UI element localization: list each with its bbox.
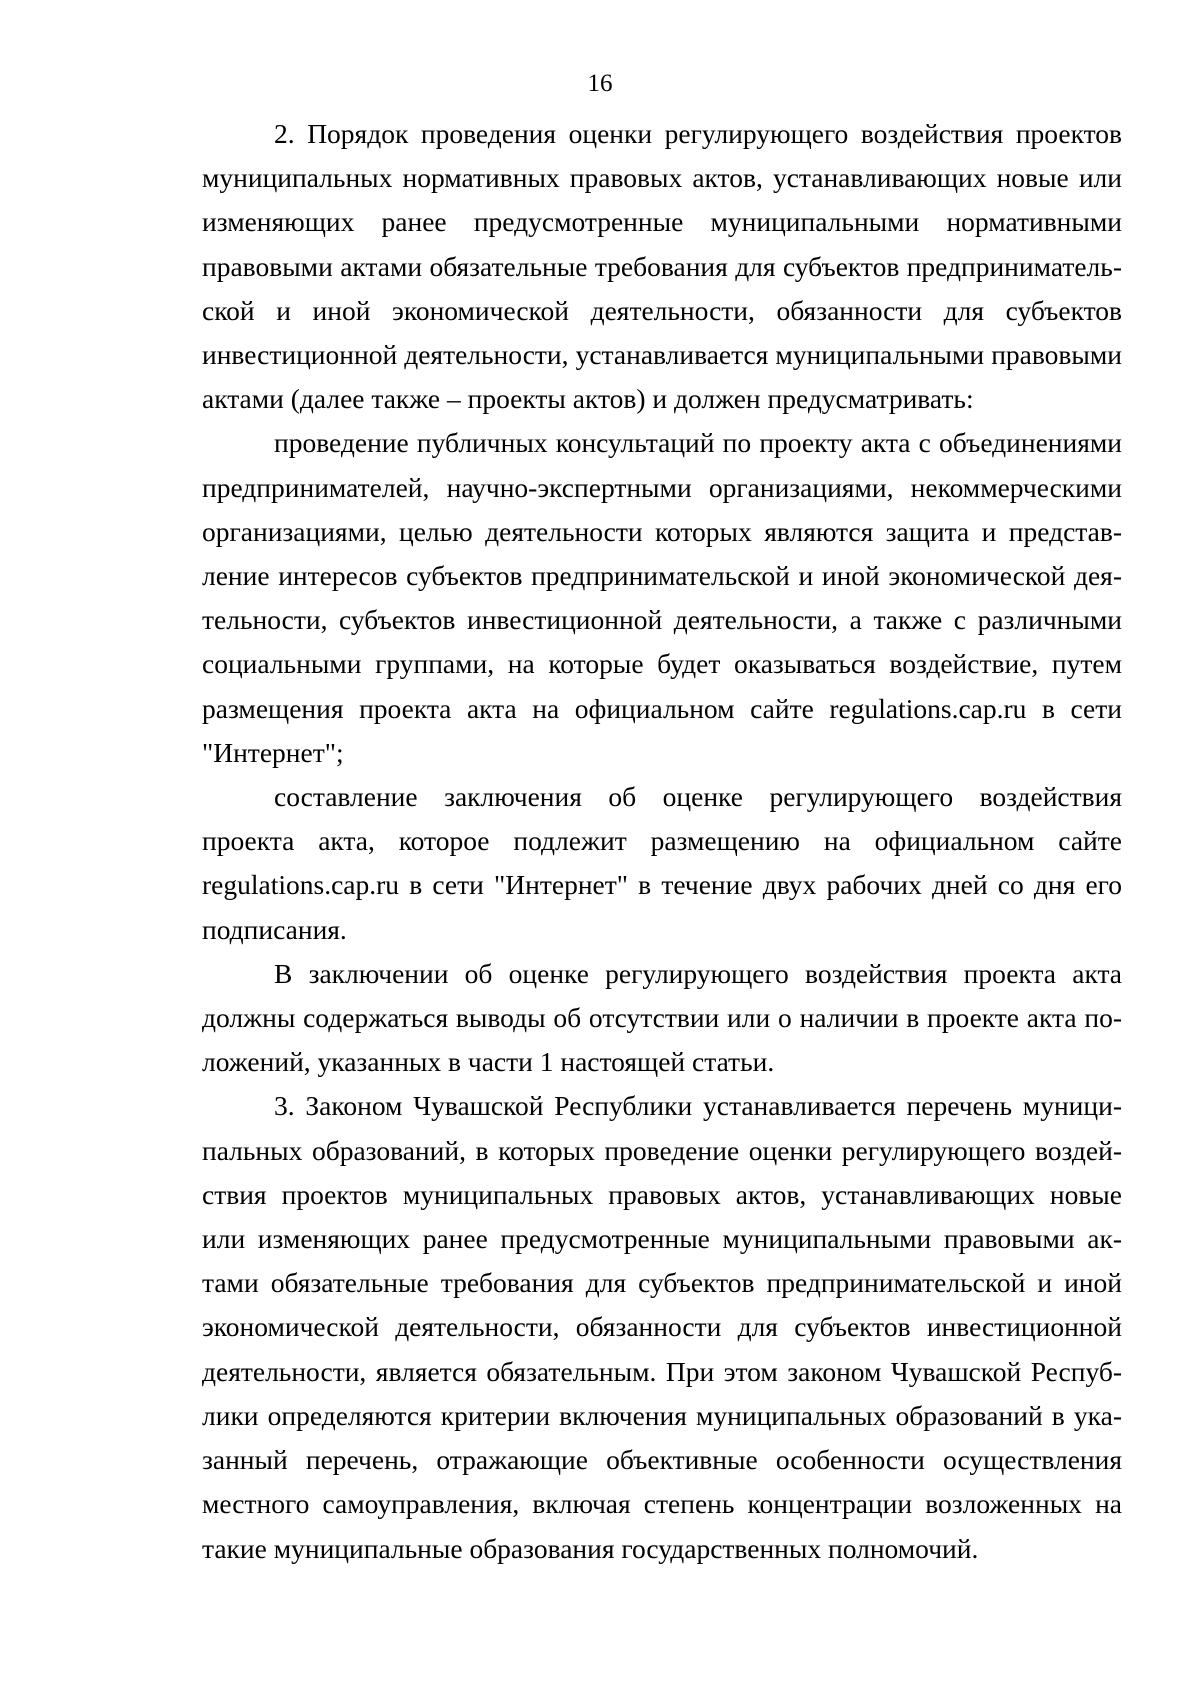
document-body xyxy=(202,112,1122,1571)
paragraph-procedure: 2. Порядок проведения оценки регулирующего воздействия проектов муниципальных нормативных правовых актов, устанавливающих новые или изменяющих ранее предусмотренные муниципальными нормативными правовыми актами обязательные требования для субъектов предпринимательской и иной экономической деятельности, обязанности для субъектов инвестиционной деятельности, устанавливается муниципальными правовыми актами (далее также – проекты актов) и должен предусматривать: xyxy=(202,118,1122,415)
paragraph-chuvash-law: 3. Законом Чувашской Республики устанавливается перечень муниципальных образований, в которых проведение оценки регулирующего воздействия проектов муниципальных правовых актов, устанавливающих новые или изменяющих ранее предусмотренные муниципальными правовыми актами обязательные требования для субъектов предпринимательской и иной экономической деятельности, обязанности для субъектов инвестиционной деятельности, является обязательным. При этом законом Чувашской Республики определяются критерии включения муниципальных образований в указанный перечень, отражающие объективные особенности осуществления местного самоуправления, включая степень концентрации возложенных на такие муниципальные образования государственных полномочий. xyxy=(202,1090,1122,1564)
paragraph-public-consultations: проведение публичных консультаций по проекту акта с объединениями предпринимателей, научно-экспертными организациями, некоммерческими организациями, целью деятельности которых являются защита и представление интересов субъектов предпринимательской и иной экономической деятельности, субъектов инвестиционной деятельности, а также с различными социальными группами, на которые будет оказываться воздействие, путем размещения проекта акта на официальном сайте regulations.cap.ru в сети "Интернет"; xyxy=(202,427,1122,768)
page-number: 16 xyxy=(587,70,613,97)
paragraph-conclusion-drafting: составление заключения об оценке регулирующего воздействия проекта акта, которое подлежит размещению на официальном сайте regulations.cap.ru в сети "Интернет" в течение двух рабочих дней со дня его подписания. xyxy=(202,781,1122,945)
paragraph-conclusion-contents: В заключении об оценке регулирующего воздействия проекта акта должны содержаться выводы об отсутствии или о наличии в проекте акта положений, указанных в части 1 настоящей статьи. xyxy=(202,957,1122,1078)
